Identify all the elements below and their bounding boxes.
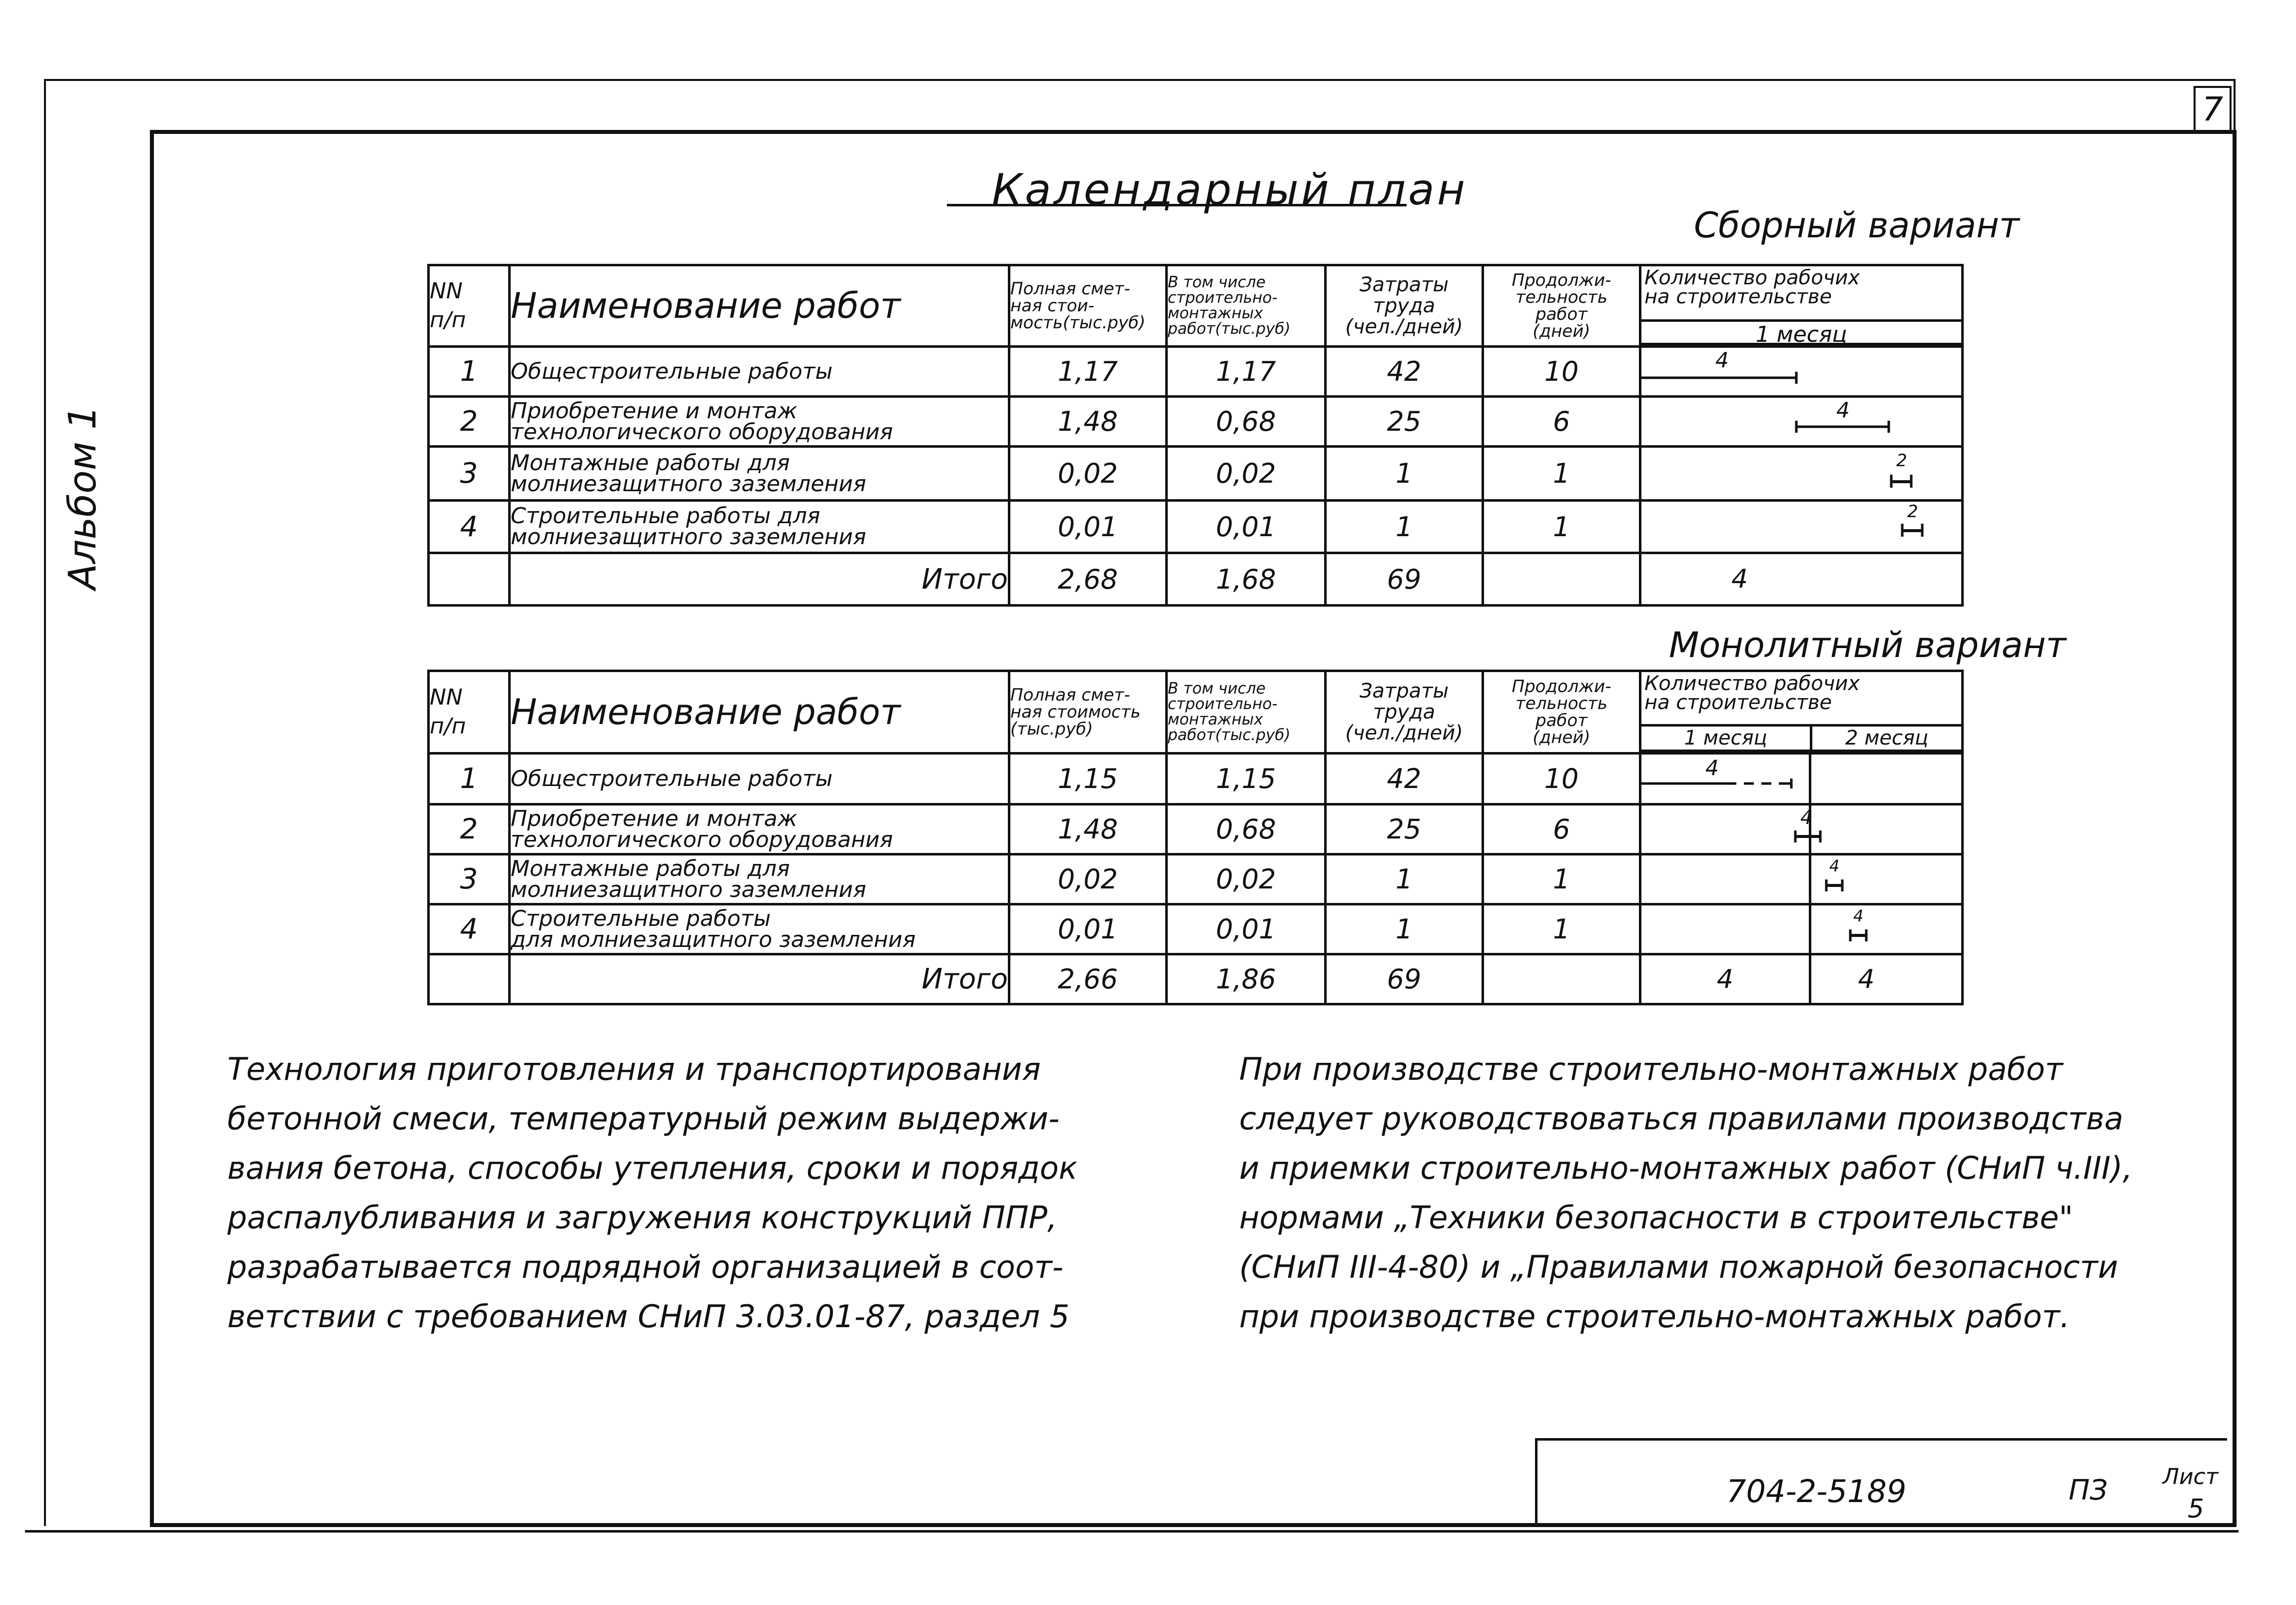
duration-cell: 6	[1483, 397, 1640, 447]
cmr-cell: 0,02	[1167, 854, 1326, 904]
gantt-cell	[1640, 447, 1963, 501]
duration-cell: 1	[1483, 854, 1640, 904]
work-name: Строительные работы для молниезащитного заземления	[510, 904, 1009, 954]
cost-cell: 1,48	[1009, 397, 1167, 447]
concrete-technology-note: Технология приготовления и транспортирования бетонной смеси, температурный режим выдержи- вания бетона, способы утепления, сроки и порядок распалубливания и загружения конструкций ППР, разрабатывается подрядной организацией в соот- ветствии с требованием СНиП 3.03.01-87, раздел 5	[227, 1051, 1078, 1335]
header-labor: Затраты труда (чел./дней)	[1326, 671, 1483, 754]
labor-cell: 1	[1326, 854, 1483, 904]
table-row	[429, 904, 1963, 954]
cost-cell: 0,01	[1009, 501, 1167, 553]
page-number: 7	[2194, 86, 2232, 133]
total-labor: 69	[1326, 954, 1483, 1004]
work-name: Общестроительные работы	[510, 754, 1009, 804]
gantt-cell-month2	[1810, 754, 1963, 804]
safety-rules-note: При производстве строительно-монтажных работ следует руководствоваться правилами производства и приемки строительно-монтажных работ (СНиП ч.III), нормами „Техники безопасности в строительстве" (СНиП III-4-80) и „Правилами пожарной безопасности при производстве строительно-монтажных работ.	[1239, 1051, 2133, 1335]
duration-cell: 10	[1483, 347, 1640, 397]
total-empty-cell	[429, 553, 510, 606]
header-labor: Затраты труда (чел./дней)	[1326, 265, 1483, 347]
gantt-cell-month1	[1640, 754, 1810, 804]
gantt-cell-month2	[1810, 904, 1963, 954]
table-header-row	[429, 265, 1963, 347]
gantt-cell	[1640, 397, 1963, 447]
labor-cell: 42	[1326, 347, 1483, 397]
row-number: 3	[429, 854, 510, 904]
bottom-border-line	[25, 1530, 2239, 1533]
table-total-row	[429, 954, 1963, 1004]
gantt-bar-continuation	[1811, 805, 1961, 855]
labor-cell: 1	[1326, 447, 1483, 501]
cost-cell: 1,17	[1009, 347, 1167, 397]
row-number: 2	[429, 397, 510, 447]
month-label: 1 месяц	[1641, 322, 1961, 345]
row-number: 1	[429, 754, 510, 804]
album-label: Альбом 1	[60, 405, 104, 590]
cmr-cell: 0,68	[1167, 804, 1326, 854]
gantt-worker-count: 4	[1829, 856, 1840, 875]
total-cmr: 1,86	[1167, 954, 1326, 1004]
gantt-bar	[1811, 905, 1961, 955]
variant1-label: Сборный вариант	[1694, 205, 2020, 246]
gantt-bar	[1641, 348, 1964, 398]
header-duration: Продолжи- тельность работ (дней)	[1483, 671, 1640, 754]
labor-cell: 25	[1326, 397, 1483, 447]
total-labor: 69	[1326, 553, 1483, 606]
variant2-label: Монолитный вариант	[1669, 625, 2067, 666]
gantt-bar	[1641, 755, 1811, 805]
total-empty-cell	[429, 954, 510, 1004]
cmr-cell: 0,01	[1167, 501, 1326, 553]
cmr-cell: 0,01	[1167, 904, 1326, 954]
header-nn: NN п/п	[429, 671, 510, 754]
gantt-worker-count: 4	[1836, 398, 1850, 422]
header-name: Наименование работ	[510, 671, 1009, 754]
gantt-worker-count: 4	[1705, 756, 1719, 780]
work-name: Строительные работы для молниезащитного заземления	[510, 501, 1009, 553]
sheet-label: Лист	[2163, 1464, 2219, 1490]
total-duration-empty	[1483, 954, 1640, 1004]
work-name: Приобретение и монтаж технологического оборудования	[510, 397, 1009, 447]
gantt-bar	[1641, 805, 1811, 855]
row-number: 4	[429, 501, 510, 553]
labor-cell: 1	[1326, 501, 1483, 553]
document-code: 704-2-5189	[1726, 1473, 1907, 1510]
cost-cell: 1,48	[1009, 804, 1167, 854]
work-name: Монтажные работы для молниезащитного заземления	[510, 447, 1009, 501]
cmr-cell: 1,15	[1167, 754, 1326, 804]
total-workers-month1: 4	[1640, 954, 1810, 1004]
cost-cell: 1,15	[1009, 754, 1167, 804]
duration-cell: 1	[1483, 904, 1640, 954]
table-row	[429, 854, 1963, 904]
variant1-table	[427, 264, 1964, 607]
header-cmr: В том числе строительно- монтажных работ(тыс.руб)	[1167, 671, 1326, 754]
gantt-cell-month2	[1810, 854, 1963, 904]
workers-title: Количество рабочих на строительстве	[1641, 266, 1961, 322]
table-row	[429, 397, 1963, 447]
table-row	[429, 754, 1963, 804]
labor-cell: 25	[1326, 804, 1483, 854]
header-nn: NN п/п	[429, 265, 510, 347]
duration-cell: 1	[1483, 447, 1640, 501]
gantt-worker-count: 2	[1896, 451, 1907, 471]
gantt-worker-count: 2	[1907, 502, 1918, 522]
gantt-worker-count: 4	[1715, 348, 1729, 372]
total-workers-month2: 4	[1810, 954, 1963, 1004]
work-name: Монтажные работы для молниезащитного заземления	[510, 854, 1009, 904]
table-header-row	[429, 671, 1963, 754]
row-number: 3	[429, 447, 510, 501]
cmr-cell: 1,17	[1167, 347, 1326, 397]
document-type: ПЗ	[2069, 1474, 2108, 1507]
gantt-cell	[1640, 347, 1963, 397]
table-row	[429, 447, 1963, 501]
row-number: 2	[429, 804, 510, 854]
labor-cell: 1	[1326, 904, 1483, 954]
header-cost: Полная смет- ная стоимость (тыс.руб)	[1009, 671, 1167, 754]
cost-cell: 0,02	[1009, 447, 1167, 501]
gantt-bar	[1641, 448, 1964, 502]
workers-title: Количество рабочих на строительстве	[1641, 672, 1961, 727]
gantt-bar	[1641, 398, 1964, 448]
total-label: Итого	[510, 553, 1009, 606]
row-number: 1	[429, 347, 510, 397]
duration-cell: 6	[1483, 804, 1640, 854]
total-cost: 2,66	[1009, 954, 1167, 1004]
labor-cell: 42	[1326, 754, 1483, 804]
duration-cell: 1	[1483, 501, 1640, 553]
total-duration-empty	[1483, 553, 1640, 606]
cost-cell: 0,01	[1009, 904, 1167, 954]
header-workers	[1640, 265, 1963, 347]
table-row	[429, 347, 1963, 397]
row-number: 4	[429, 904, 510, 954]
total-cost: 2,68	[1009, 553, 1167, 606]
total-label: Итого	[510, 954, 1009, 1004]
duration-cell: 10	[1483, 754, 1640, 804]
header-workers	[1640, 671, 1963, 754]
cmr-cell: 0,68	[1167, 397, 1326, 447]
gantt-cell-month2	[1810, 804, 1963, 854]
total-cmr: 1,68	[1167, 553, 1326, 606]
header-duration: Продолжи- тельность работ (дней)	[1483, 265, 1640, 347]
table-row	[429, 501, 1963, 553]
gantt-cell-month1	[1640, 904, 1810, 954]
gantt-cell-month1	[1640, 804, 1813, 854]
table-row	[429, 804, 1963, 854]
table-total-row	[429, 553, 1963, 606]
month1-label: 1 месяц	[1641, 727, 1812, 750]
sheet-number-box	[2158, 1464, 2218, 1529]
gantt-cell-month1	[1640, 854, 1810, 904]
work-name: Общестроительные работы	[510, 347, 1009, 397]
gantt-cell	[1640, 501, 1963, 553]
month2-label: 2 месяц	[1845, 727, 1929, 750]
header-cost: Полная смет- ная стои- мость(тыс.руб)	[1009, 265, 1167, 347]
header-cmr: В том числе строительно- монтажных работ(тыс.руб)	[1167, 265, 1326, 347]
cost-cell: 0,02	[1009, 854, 1167, 904]
header-name: Наименование работ	[510, 265, 1009, 347]
sheet-number: 5	[2188, 1494, 2205, 1524]
work-name: Приобретение и монтаж технологического оборудования	[510, 804, 1009, 854]
gantt-worker-count: 4	[1853, 906, 1864, 925]
page-title: Календарный план	[992, 165, 1468, 215]
title-underline	[947, 204, 1407, 206]
cmr-cell: 0,02	[1167, 447, 1326, 501]
total-workers: 4	[1640, 553, 1963, 606]
gantt-worker-count: 4	[1800, 806, 1813, 828]
variant2-table	[427, 670, 1964, 1005]
